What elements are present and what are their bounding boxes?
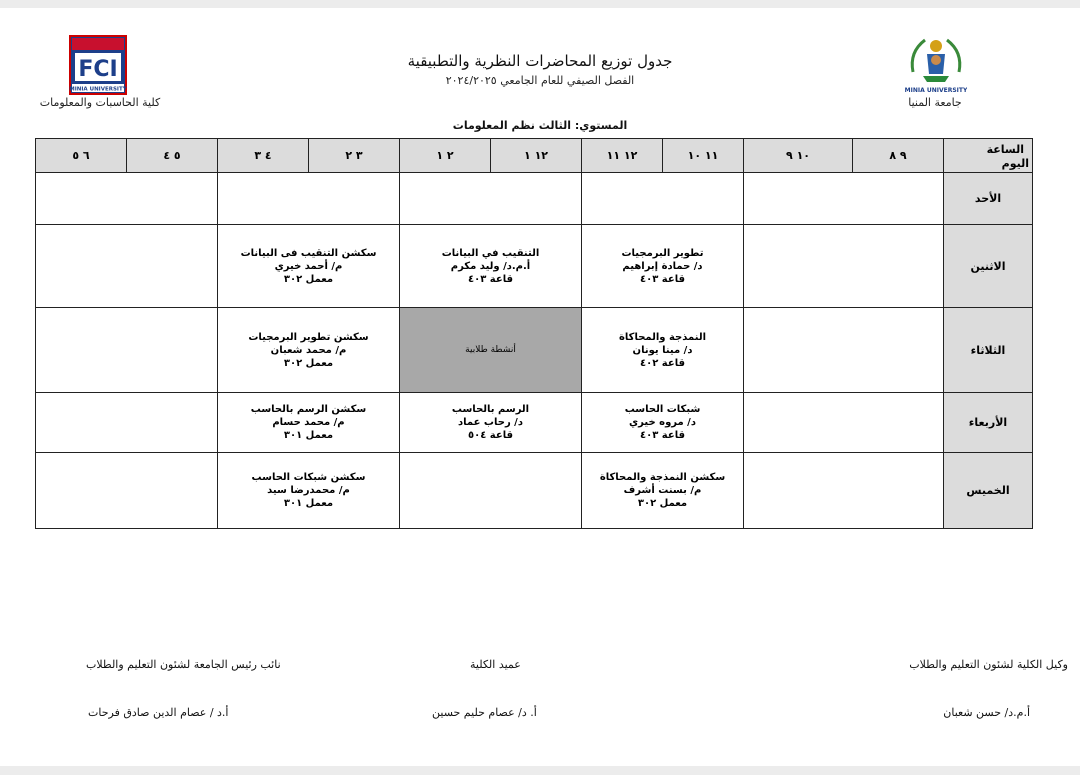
class-cell: [400, 393, 582, 453]
time-slot-header: ١٢ ١١: [582, 139, 663, 173]
course-name: التنقيب في البيانات: [441, 247, 540, 259]
room-name: قاعة ٤٠٢: [640, 357, 685, 369]
faculty-name: كلية الحاسبات والمعلومات: [39, 96, 161, 109]
corner-header: [944, 139, 1033, 173]
day-label: الخميس: [944, 453, 1033, 529]
course-name: سكشن الرسم بالحاسب: [250, 404, 367, 415]
time-slot-header: ١٠ ٩: [744, 139, 853, 173]
empty-cell: [36, 308, 218, 393]
room-name: معمل ٣٠٢: [637, 498, 688, 509]
time-slot-header: ٥ ٤: [127, 139, 218, 173]
empty-cell: [582, 173, 744, 225]
empty-cell: [218, 173, 400, 225]
room-name: معمل ٣٠١: [283, 498, 334, 509]
dean-title: عميد الكلية: [470, 658, 521, 671]
lecturer-name: م/ محمدرضا سيد: [267, 485, 350, 496]
class-cell: [582, 393, 744, 453]
time-slot-header: ٢ ١: [400, 139, 491, 173]
empty-cell: [36, 453, 218, 529]
room-name: معمل ٣٠٢: [283, 357, 334, 369]
time-slot-header: ٤ ٣: [218, 139, 309, 173]
class-cell: [400, 225, 582, 308]
table-row: [36, 225, 1033, 308]
corner-day-label: اليوم: [1001, 157, 1029, 170]
room-name: قاعة ٤٠٣: [640, 430, 685, 441]
class-cell: [582, 453, 744, 529]
day-label: الثلاثاء: [944, 308, 1033, 393]
class-cell: [582, 308, 744, 393]
logo-right-caption: MINIA UNIVERSITY: [905, 87, 967, 94]
lecturer-name: د/ مروه خيري: [629, 417, 696, 428]
dean-name: أ. د/ عصام حليم حسين: [432, 706, 537, 719]
schedule-table: [35, 138, 1033, 529]
time-slot-header: ٣ ٢: [309, 139, 400, 173]
course-name: سكشن تطوير البرمجيات: [248, 331, 369, 343]
empty-cell: [400, 173, 582, 225]
class-cell: [582, 225, 744, 308]
course-name: تطوير البرمجيات: [621, 247, 704, 259]
vp-title: نائب رئيس الجامعة لشئون التعليم والطلاب: [86, 658, 281, 671]
day-label: الأحد: [944, 173, 1033, 225]
empty-cell: [744, 308, 944, 393]
time-slot-header: ٦ ٥: [36, 139, 127, 173]
class-cell: [218, 393, 400, 453]
lecturer-name: م/ أحمد خيري: [274, 260, 343, 272]
table-row: [36, 453, 1033, 529]
document-page: [0, 8, 1080, 766]
vice-dean-title: وكيل الكلية لشئون التعليم والطلاب: [909, 658, 1068, 671]
lecturer-name: أ.م.د/ وليد مكرم: [450, 260, 531, 272]
vice-dean-name: أ.م.د/ حسن شعبان: [943, 706, 1030, 719]
lecturer-name: د/ مينا يونان: [632, 344, 693, 356]
class-cell: [218, 308, 400, 393]
empty-cell: [744, 225, 944, 308]
empty-cell: [744, 173, 944, 225]
time-slot-header: ٩ ٨: [853, 139, 944, 173]
university-name: جامعة المنيا: [908, 96, 962, 109]
lecturer-name: م/ محمد حسام: [272, 417, 345, 428]
table-row: [36, 173, 1033, 225]
logo-left-caption: MINIA UNIVERSITY: [69, 86, 127, 93]
empty-cell: [744, 393, 944, 453]
empty-cell: [36, 393, 218, 453]
room-name: قاعة ٥٠٤: [468, 430, 513, 441]
time-slot-header: ١٢ ١: [491, 139, 582, 173]
lecturer-name: م/ بسنت أشرف: [623, 485, 702, 496]
svg-text:FCI: FCI: [78, 57, 118, 82]
empty-cell: [36, 225, 218, 308]
course-name: سكشن التنقيب فى البيانات: [240, 247, 377, 259]
room-name: معمل ٣٠١: [283, 430, 334, 441]
course-name: النمذجة والمحاكاة: [618, 331, 707, 343]
course-name: سكشن النمذجة والمحاكاة: [599, 472, 726, 483]
course-name: شبكات الحاسب: [624, 404, 701, 415]
university-logo-icon: [905, 32, 967, 96]
student-activities-cell: أنشطة طلابية: [400, 308, 582, 393]
level-label: المستوي: الثالث نظم المعلومات: [452, 119, 628, 132]
lecturer-name: د/ رحاب عماد: [458, 417, 523, 428]
lecturer-name: د/ حمادة إبراهيم: [622, 260, 703, 272]
time-header-row: [36, 139, 1033, 173]
page-subtitle: الفصل الصيفي للعام الجامعي ٢٠٢٤/٢٠٢٥: [445, 74, 635, 87]
day-label: الاثنين: [944, 225, 1033, 308]
room-name: قاعة ٤٠٣: [468, 273, 513, 285]
empty-cell: [36, 173, 218, 225]
table-row: [36, 308, 1033, 393]
faculty-logo-icon: [68, 34, 128, 98]
day-label: الأربعاء: [944, 393, 1033, 453]
lecturer-name: م/ محمد شعبان: [270, 344, 347, 356]
room-name: قاعة ٤٠٣: [640, 273, 685, 285]
course-name: سكشن شبكات الحاسب: [251, 472, 366, 483]
empty-cell: [744, 453, 944, 529]
table-row: [36, 393, 1033, 453]
class-cell: [218, 453, 400, 529]
class-cell: [218, 225, 400, 308]
corner-time-label: الساعة: [986, 143, 1024, 156]
room-name: معمل ٣٠٢: [283, 273, 334, 285]
course-name: الرسم بالحاسب: [451, 404, 530, 415]
page-title: جدول توزيع المحاضرات النظرية والتطبيقية: [407, 52, 673, 70]
empty-cell: [400, 453, 582, 529]
vp-name: أ.د / عصام الدين صادق فرحات: [88, 706, 229, 719]
time-slot-header: ١١ ١٠: [663, 139, 744, 173]
